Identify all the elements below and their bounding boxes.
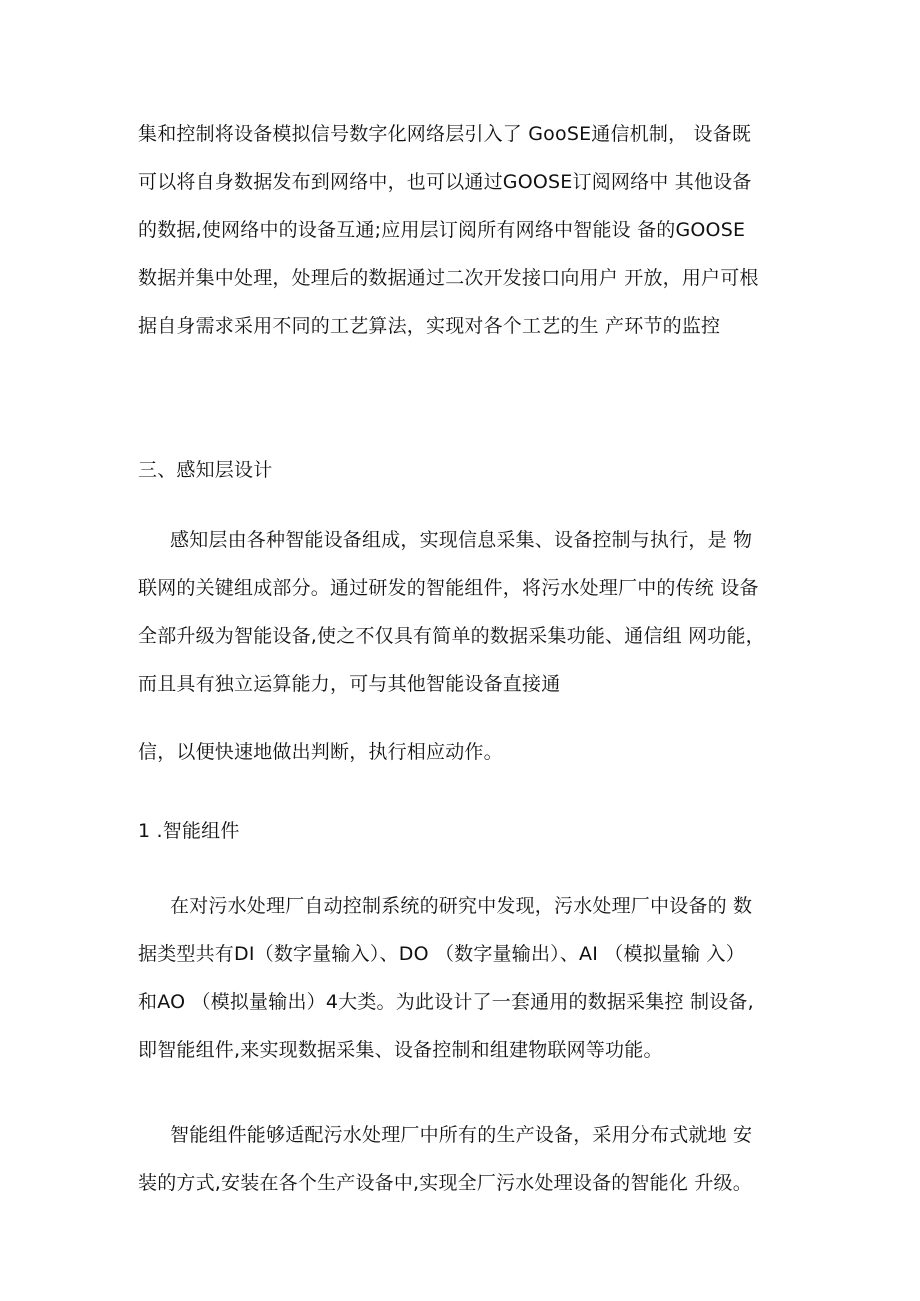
intro-line-1: 集和控制将设备模拟信号数字化网络层引入了 GooSE通信机制， 设备既 bbox=[138, 123, 752, 145]
subsection-p1-line-1: 在对污水处理厂自动控制系统的研究中发现，污水处理厂中设备的 数 bbox=[170, 895, 753, 917]
subsection-p2-line-1: 智能组件能够适配污水处理厂中所有的生产设备，采用分布式就地 安 bbox=[170, 1124, 753, 1146]
subsection-p1-line-4: 即智能组件,来实现数据采集、设备控制和组建物联网等功能。 bbox=[138, 1039, 663, 1061]
section-paragraph-line-2: 联网的关键组成部分。通过研发的智能组件，将污水处理厂中的传统 设备 bbox=[138, 577, 759, 599]
section-paragraph-line-3: 全部升级为智能设备,使之不仅具有简单的数据采集功能、通信组 网功能， bbox=[138, 625, 765, 647]
section-heading: 三、感知层设计 bbox=[138, 459, 273, 481]
section-paragraph-continuation: 信，以便快速地做出判断，执行相应动作。 bbox=[138, 741, 503, 763]
subsection-p2-line-2: 装的方式,安装在各个生产设备中,实现全厂污水处理设备的智能化 升级。 bbox=[138, 1172, 752, 1194]
section-paragraph-line-1: 感知层由各种智能设备组成，实现信息采集、设备控制与执行，是 物 bbox=[170, 529, 753, 551]
intro-line-2: 可以将自身数据发布到网络中，也可以通过GOOSE订阅网络中 其他设备 bbox=[138, 171, 752, 193]
subsection-p1-line-2: 据类型共有DI（数字量输入）、DO （数字量输出）、AI （模拟量输 入） bbox=[138, 943, 745, 965]
section-paragraph-line-4: 而且具有独立运算能力，可与其他智能设备直接通 bbox=[138, 673, 561, 695]
subsection-p1-line-3: 和AO （模拟量输出）4大类。为此设计了一套通用的数据采集控 制设备, bbox=[138, 991, 754, 1013]
intro-line-5: 据自身需求采用不同的工艺算法，实现对各个工艺的生 产环节的监控 bbox=[138, 315, 721, 337]
subsection-heading: 1 .智能组件 bbox=[138, 820, 240, 842]
intro-line-4: 数据并集中处理，处理后的数据通过二次开发接口向用户 开放，用户可根 bbox=[138, 267, 759, 289]
intro-line-3: 的数据,使网络中的设备互通;应用层订阅所有网络中智能设 备的GOOSE bbox=[138, 219, 746, 241]
